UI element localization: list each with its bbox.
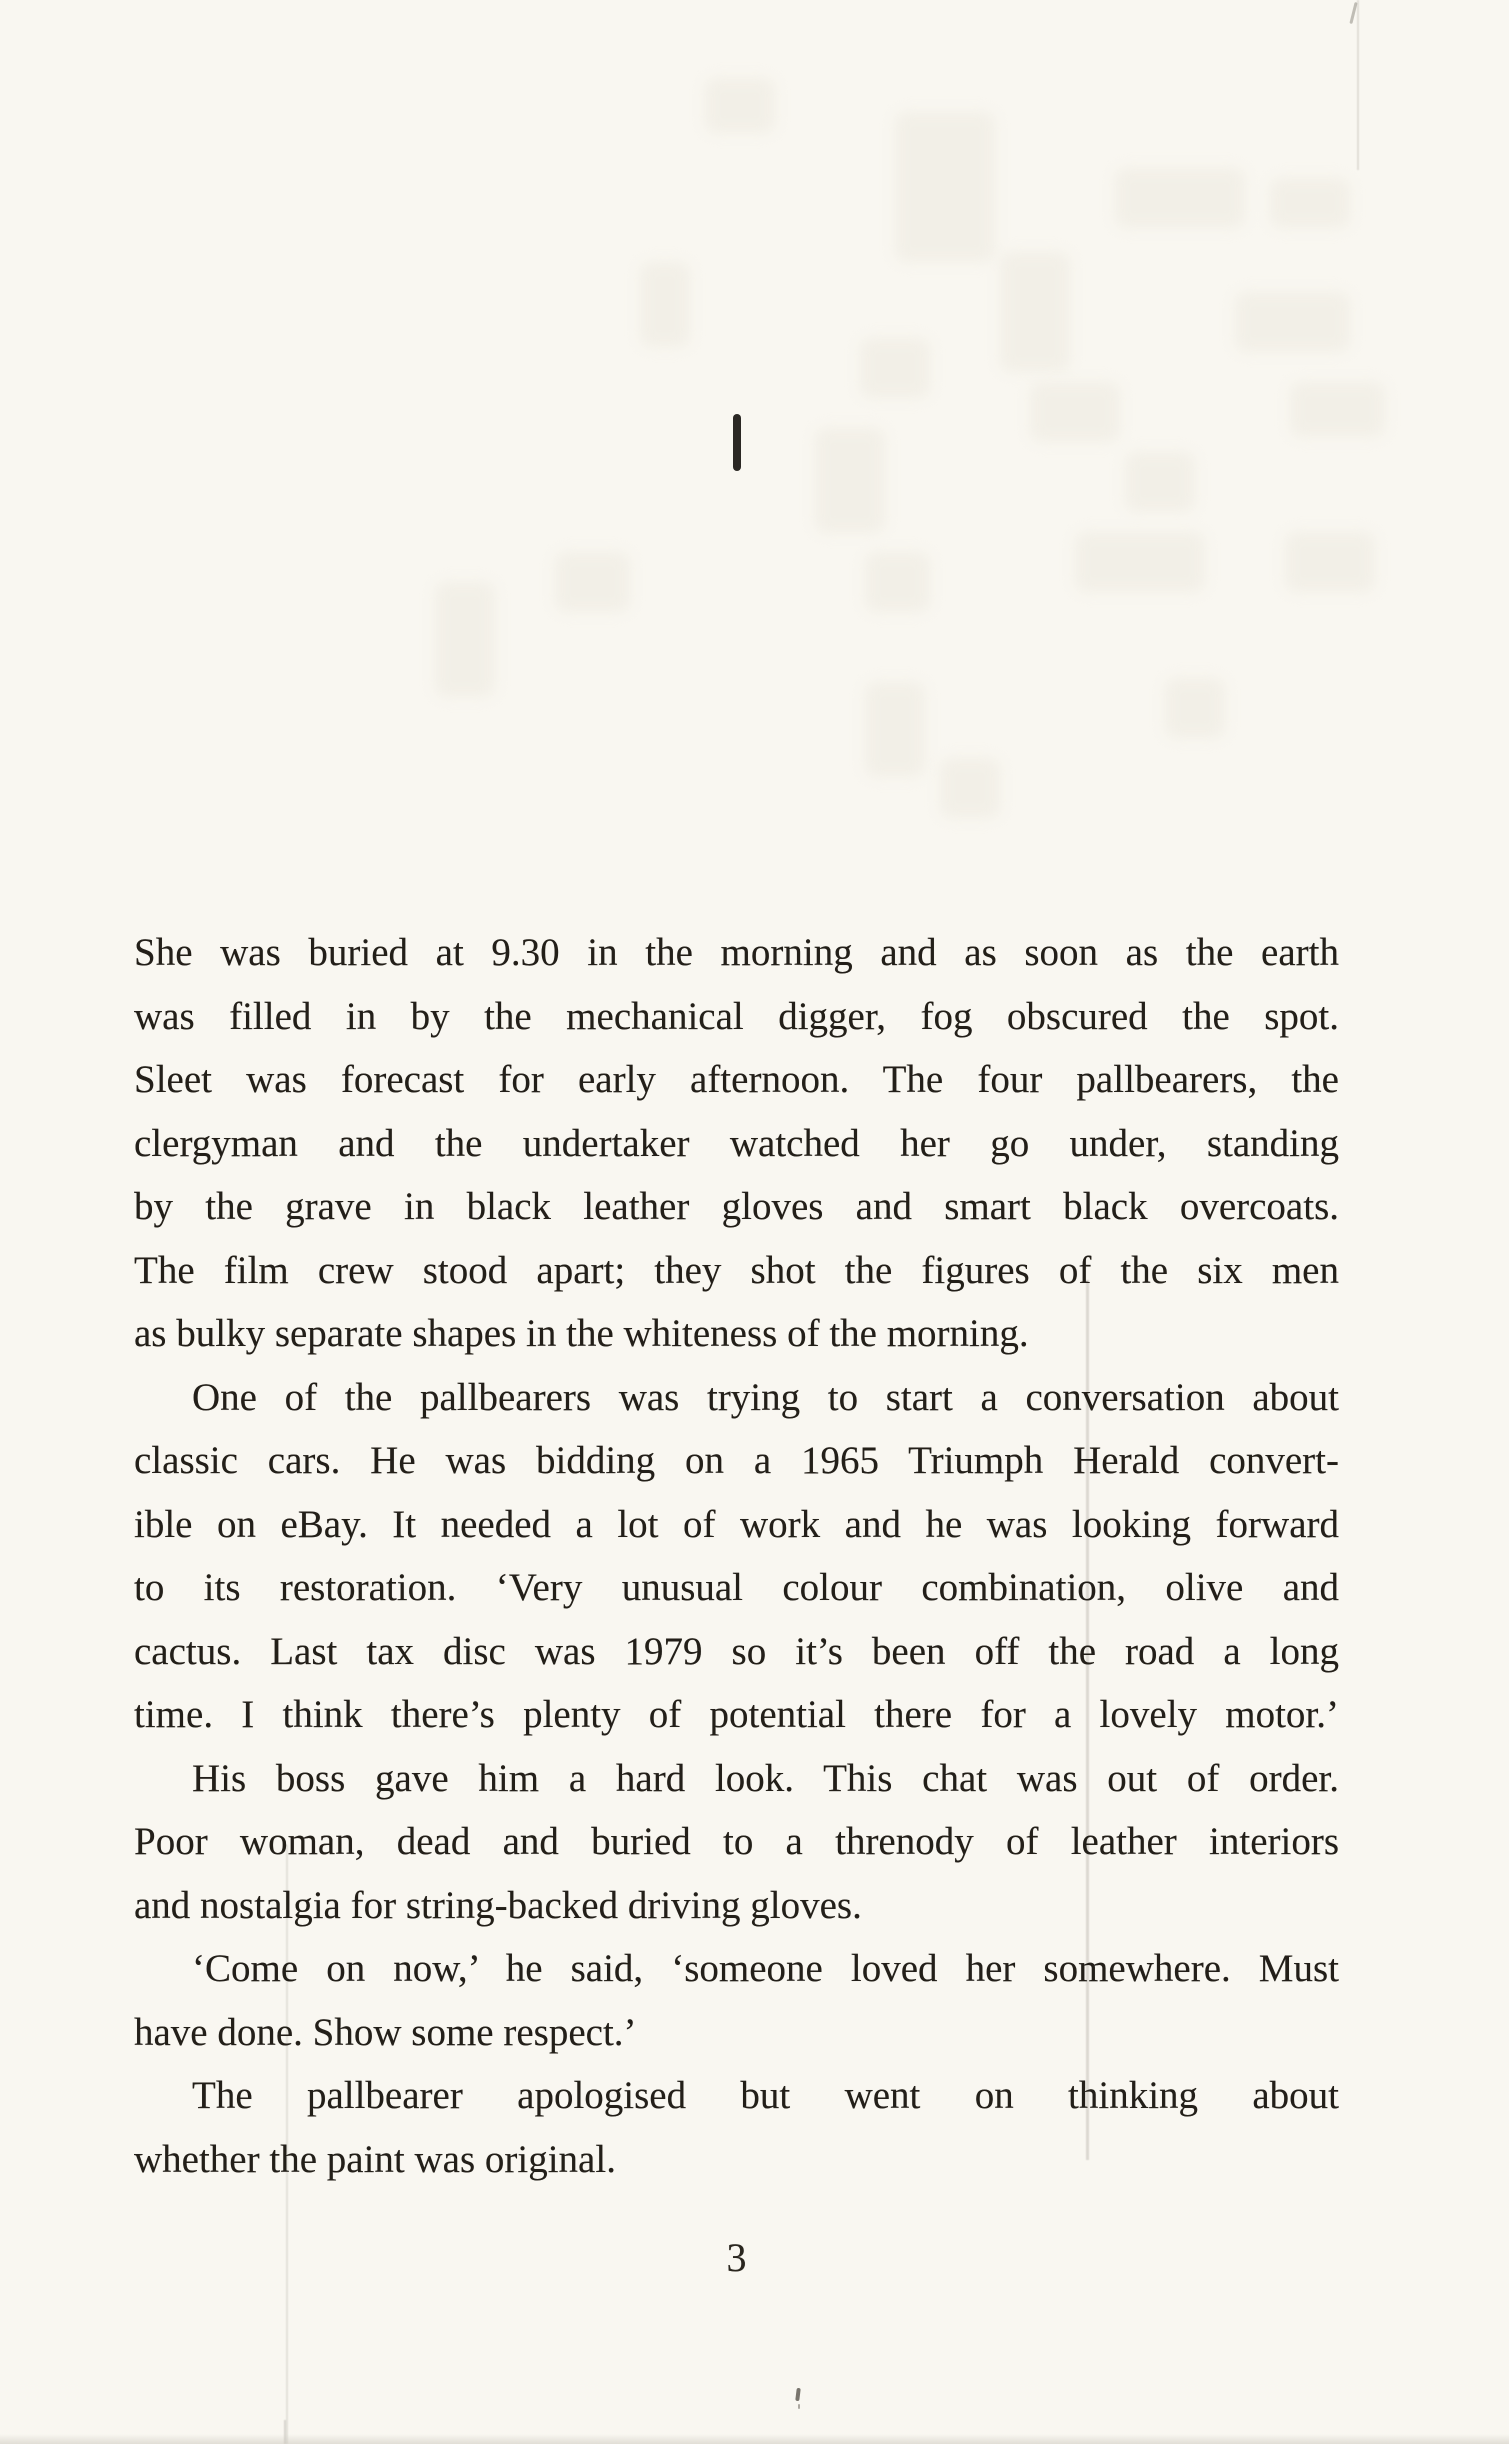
text-line: She was buried at 9.30 in the morning and as soon as the earth bbox=[134, 931, 1339, 974]
show-through-blotch bbox=[1285, 532, 1375, 592]
show-through-blotch bbox=[1030, 382, 1120, 442]
show-through-blotch bbox=[435, 582, 495, 697]
scan-bottom-edge-shadow bbox=[0, 2434, 1509, 2444]
show-through-blotch bbox=[860, 338, 930, 398]
show-through-blotch bbox=[1125, 452, 1195, 512]
text-line: as bulky separate shapes in the whiteness of the morning. bbox=[134, 1312, 1029, 1355]
show-through-blotch bbox=[895, 112, 995, 262]
show-through-blotch bbox=[1115, 168, 1245, 228]
text-line: ible on eBay. It needed a lot of work and he was looking forward bbox=[134, 1502, 1339, 1546]
ink-speck bbox=[795, 2388, 801, 2401]
show-through-blotch bbox=[865, 552, 930, 612]
show-through-blotch bbox=[1000, 252, 1070, 372]
text-line: to its restoration. ‘Very unusual colour combination, olive and bbox=[134, 1566, 1339, 1609]
text-line: Poor woman, dead and buried to a threnody of leather interiors bbox=[134, 1820, 1339, 1863]
show-through-blotch bbox=[940, 758, 1000, 818]
show-through-blotch bbox=[1075, 532, 1205, 592]
text-line: cactus. Last tax disc was 1979 so it’s been off the road a long bbox=[134, 1629, 1339, 1673]
text-line: was filled in by the mechanical digger, fog obscured the spot. bbox=[134, 994, 1339, 1038]
text-line: by the grave in black leather gloves and smart black overcoats. bbox=[134, 1185, 1339, 1228]
chapter-number bbox=[733, 414, 741, 471]
text-line: His boss gave him a hard look. This chat was out of order. bbox=[192, 1756, 1339, 1800]
show-through-blotch bbox=[705, 78, 775, 133]
text-line: and nostalgia for string-backed driving gloves. bbox=[134, 1883, 862, 1927]
text-line: One of the pallbearers was trying to start a conversation about bbox=[192, 1375, 1339, 1419]
show-through-blotch bbox=[1270, 178, 1350, 228]
show-through-blotch bbox=[815, 428, 885, 533]
scan-mark-top-right bbox=[1357, 0, 1359, 170]
body-text-block bbox=[134, 921, 1339, 2191]
show-through-blotch bbox=[640, 262, 690, 347]
text-line: The film crew stood apart; they shot the figures of the six men bbox=[134, 1248, 1339, 1292]
text-line: clergyman and the undertaker watched her go under, standing bbox=[134, 1121, 1339, 1165]
show-through-blotch bbox=[1235, 292, 1350, 352]
chapter-number-text bbox=[733, 414, 734, 415]
text-line: ‘Come on now,’ he said, ‘someone loved her somewhere. Must bbox=[192, 1947, 1339, 1990]
text-line: have done. Show some respect.’ bbox=[134, 2010, 637, 2054]
show-through-blotch bbox=[1165, 678, 1225, 738]
text-line: classic cars. He was bidding on a 1965 Triumph Herald convert- bbox=[134, 1439, 1339, 1482]
show-through-blotch bbox=[1290, 382, 1385, 437]
text-line: time. I think there’s plenty of potential there for a lovely motor.’ bbox=[134, 1693, 1339, 1736]
show-through-blotch bbox=[555, 552, 630, 612]
show-through-blotch bbox=[865, 682, 925, 777]
text-line: Sleet was forecast for early afternoon. The four pallbearers, the bbox=[134, 1058, 1339, 1101]
ink-speck bbox=[798, 2404, 800, 2409]
text-line: The pallbearer apologised but went on thinking about bbox=[192, 2074, 1339, 2117]
page-number: 3 bbox=[726, 2235, 747, 2280]
text-line: whether the paint was original. bbox=[134, 2137, 616, 2181]
